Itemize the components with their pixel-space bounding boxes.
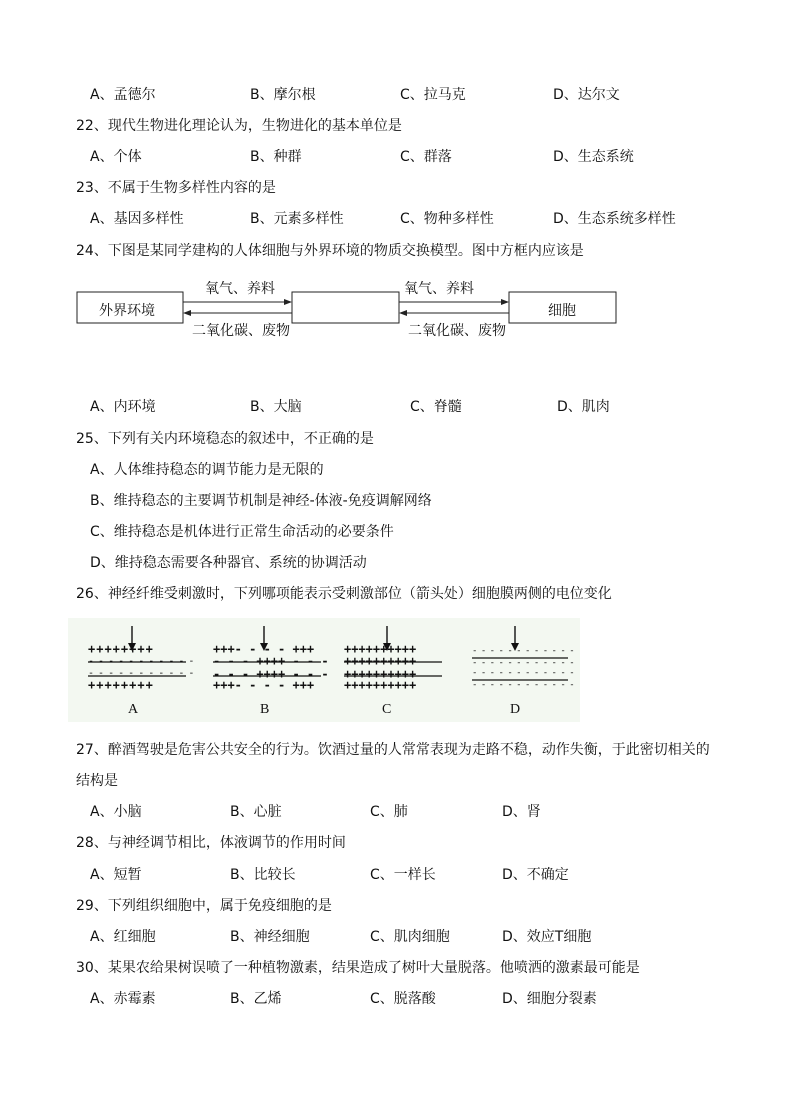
q23-option-d: D、生态系统多样性 [553, 211, 676, 227]
q27-stem-line1: 27、醉酒驾驶是危害公共安全的行为。饮酒过量的人常常表现为走路不稳，动作失衡，于此密切相关的 [76, 742, 710, 758]
panel-d-inner-bottom: - - - - - - - - - - - - [472, 668, 574, 678]
arrow-bottom-2-head [399, 310, 407, 316]
label-co2-waste-1: 二氧化碳、废物 [192, 323, 290, 339]
panel-b-top-charges: +++- - - - +++ [213, 642, 315, 656]
label-cell: 细胞 [548, 303, 576, 319]
q22-option-a: A、个体 [90, 149, 142, 165]
q28-option-a: A、短暂 [90, 867, 142, 883]
nerve-fiber-figure [68, 618, 580, 722]
q28-stem: 28、与神经调节相比，体液调节的作用时间 [76, 835, 346, 851]
q25-option-b: B、维持稳态的主要调节机制是神经-体液-免疫调解网络 [90, 493, 432, 509]
q21-option-c: C、拉马克 [400, 87, 466, 103]
q29-option-b: B、神经细胞 [230, 929, 310, 945]
q30-option-a: A、赤霉素 [90, 991, 156, 1007]
panel-c-bottom-charges: ++++++++++ [344, 678, 417, 692]
label-oxygen-nutrients-1: 氧气、养料 [205, 281, 275, 297]
q21-option-b: B、摩尔根 [250, 87, 316, 103]
panel-d-label: D [510, 702, 521, 717]
q28-option-c: C、一样长 [370, 867, 436, 883]
panel-a-inner-bottom: - - - - - - - - - - - [88, 668, 194, 679]
panel-b-inner-bottom: - - - ++++ - - - [213, 667, 329, 681]
q24-option-b: B、大脑 [250, 399, 302, 415]
q26-stem: 26、神经纤维受刺激时，下列哪项能表示受刺激部位（箭头处）细胞膜两侧的电位变化 [76, 586, 612, 602]
q28-option-d: D、不确定 [502, 867, 569, 883]
panel-c-inner-bottom: ++++++++++ [344, 667, 417, 681]
panel-b-inner-top: - - - ++++ - - - [213, 654, 329, 668]
arrow-top-2-head [501, 299, 509, 305]
panel-d-inner-top: - - - - - - - - - - - - [472, 658, 574, 668]
q25-option-c: C、维持稳态是机体进行正常生命活动的必要条件 [90, 524, 394, 540]
q23-option-c: C、物种多样性 [400, 211, 494, 227]
q21-option-a: A、孟德尔 [90, 87, 156, 103]
q30-stem: 30、某果农给果树误喷了一种植物激素，结果造成了树叶大量脱落。他喷洒的激素最可能是 [76, 960, 640, 976]
q22-option-c: C、群落 [400, 149, 452, 165]
q23-stem: 23、不属于生物多样性内容的是 [76, 180, 276, 196]
arrow-bottom-1-head [183, 310, 191, 316]
q30-option-b: B、乙烯 [230, 991, 282, 1007]
q29-option-c: C、肌肉细胞 [370, 929, 450, 945]
panel-b-label: B [260, 702, 270, 717]
q27-option-b: B、心脏 [230, 804, 282, 820]
panel-c-label: C [382, 702, 392, 717]
panel-c-inner-top: ++++++++++ [344, 654, 417, 668]
q24-stem: 24、下图是某同学建构的人体细胞与外界环境的物质交换模型。图中方框内应该是 [76, 243, 584, 259]
label-external-environment: 外界环境 [99, 303, 155, 319]
q30-option-d: D、细胞分裂素 [502, 991, 597, 1007]
q30-option-c: C、脱落酸 [370, 991, 436, 1007]
panel-a-bottom-charges: ++++++++ [88, 678, 154, 692]
label-co2-waste-2: 二氧化碳、废物 [408, 323, 506, 339]
panel-b-bottom-charges: +++- - - - +++ [213, 678, 315, 692]
label-oxygen-nutrients-2: 氧气、养料 [404, 281, 474, 297]
panel-a-inner-top: - - - - - - - - - - - [88, 656, 194, 667]
q27-option-a: A、小脑 [90, 804, 142, 820]
panel-a-top-charges: ++++++++ [88, 642, 154, 656]
panel-c-top-charges: ++++++++++ [344, 642, 417, 656]
q29-option-a: A、红细胞 [90, 929, 156, 945]
q25-option-a: A、人体维持稳态的调节能力是无限的 [90, 462, 324, 478]
q27-stem-line2: 结构是 [76, 773, 118, 789]
q24-option-a: A、内环境 [90, 399, 156, 415]
exchange-model-diagram [0, 0, 790, 400]
q21-option-d: D、达尔文 [553, 87, 620, 103]
q22-option-b: B、种群 [250, 149, 302, 165]
panel-a-label: A [128, 702, 139, 717]
box-middle-blank [292, 292, 399, 323]
q25-option-d: D、维持稳态需要各种器官、系统的协调活动 [90, 555, 367, 571]
q24-option-c: C、脊髓 [410, 399, 462, 415]
q27-option-c: C、肺 [370, 804, 408, 820]
q29-option-d: D、效应T细胞 [502, 929, 592, 945]
panel-d-bottom-charges: - - - - - - - - - - - - [472, 680, 574, 690]
q23-option-b: B、元素多样性 [250, 211, 344, 227]
arrow-top-1-head [284, 299, 292, 305]
panel-d-top-charges: - - - - - - - - - - - - [472, 646, 574, 656]
q22-option-d: D、生态系统 [553, 149, 634, 165]
q29-stem: 29、下列组织细胞中，属于免疫细胞的是 [76, 898, 332, 914]
q25-stem: 25、下列有关内环境稳态的叙述中，不正确的是 [76, 431, 374, 447]
q24-option-d: D、肌肉 [557, 399, 610, 415]
q27-option-d: D、肾 [502, 804, 541, 820]
q28-option-b: B、比较长 [230, 867, 296, 883]
q22-stem: 22、现代生物进化理论认为，生物进化的基本单位是 [76, 118, 402, 134]
q23-option-a: A、基因多样性 [90, 211, 184, 227]
